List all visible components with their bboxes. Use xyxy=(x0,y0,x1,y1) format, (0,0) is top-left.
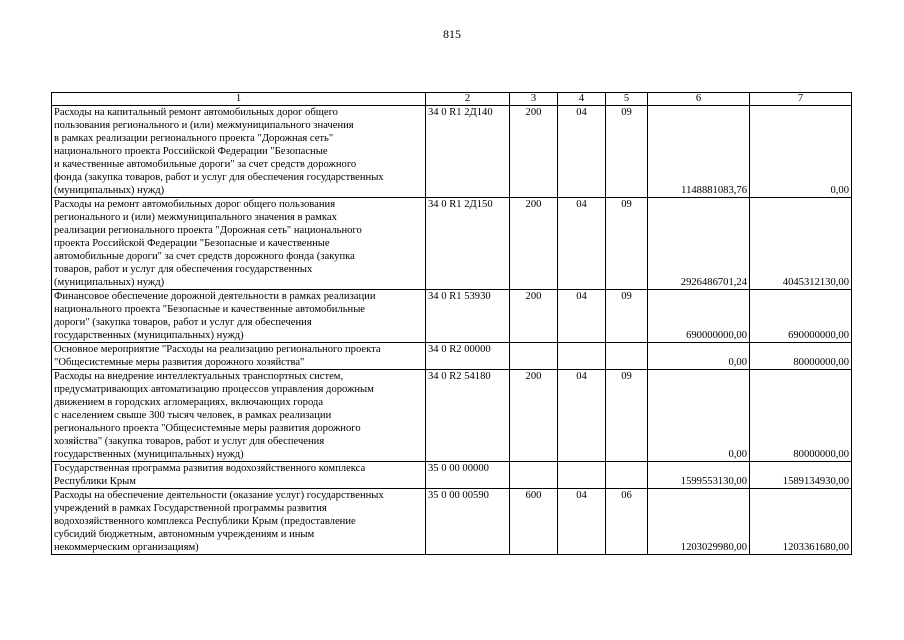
budget-table xyxy=(51,92,852,555)
expense-name-line: учреждений в рамках Государственной программы развития xyxy=(54,503,327,514)
table-row xyxy=(52,489,852,555)
expense-name-line: Государственная программа развития водохозяйственного комплекса xyxy=(54,463,366,474)
expense-name-line: национального проекта "Безопасные и качественные автомобильные xyxy=(54,304,366,315)
expense-name-line: движением в городских агломерациях, включающих города xyxy=(54,397,324,408)
expense-type-code: 200 xyxy=(510,290,558,343)
expense-name-line: "Общесистемные меры развития дорожного хозяйства" xyxy=(54,357,305,368)
amount-col-7: 80000000,00 xyxy=(750,343,852,370)
amount-col-7: 1589134930,00 xyxy=(750,462,852,489)
target-code: 34 0 R1 53930 xyxy=(426,290,510,343)
expense-type-code: 600 xyxy=(510,489,558,555)
expense-name-line: хозяйства" (закупка товаров, работ и услуг для обеспечения xyxy=(54,436,325,447)
amount-col-7: 690000000,00 xyxy=(750,290,852,343)
expense-name-line: (муниципальных) нужд) xyxy=(54,277,165,288)
expense-type-code xyxy=(510,343,558,370)
amount-col-6: 1599553130,00 xyxy=(648,462,750,489)
expense-name-line: Расходы на обеспечение деятельности (оказание услуг) государственных xyxy=(54,490,384,501)
column-header: 2 xyxy=(426,93,510,106)
expense-name-line: Расходы на внедрение интеллектуальных транспортных систем, xyxy=(54,371,344,382)
expense-name-line: дороги" (закупка товаров, работ и услуг для обеспечения xyxy=(54,317,312,328)
target-code: 34 0 R1 2Д150 xyxy=(426,198,510,290)
table-row xyxy=(52,198,852,290)
expense-name-line: государственных (муниципальных) нужд) xyxy=(54,330,244,341)
subsection-code: 09 xyxy=(606,370,648,462)
expense-type-code: 200 xyxy=(510,106,558,198)
section-code: 04 xyxy=(558,370,606,462)
amount-col-6: 0,00 xyxy=(648,370,750,462)
expense-name-line: государственных (муниципальных) нужд) xyxy=(54,449,244,460)
column-header: 5 xyxy=(606,93,648,106)
expense-type-code xyxy=(510,462,558,489)
table-row xyxy=(52,290,852,343)
expense-name xyxy=(52,462,426,489)
column-header: 1 xyxy=(52,93,426,106)
table-row xyxy=(52,462,852,489)
expense-name-line: проекта Российской Федерации "Безопасные и качественные xyxy=(54,238,330,249)
expense-name-line: водохозяйственного комплекса Республики Крым (предоставление xyxy=(54,516,356,527)
expense-name-line: Республики Крым xyxy=(54,476,136,487)
section-code: 04 xyxy=(558,106,606,198)
amount-col-7: 0,00 xyxy=(750,106,852,198)
expense-type-code: 200 xyxy=(510,370,558,462)
expense-name-line: национального проекта Российской Федерации "Безопасные xyxy=(54,146,328,157)
section-code xyxy=(558,343,606,370)
subsection-code xyxy=(606,462,648,489)
amount-col-7: 4045312130,00 xyxy=(750,198,852,290)
table-row xyxy=(52,106,852,198)
expense-name-line: и качественные автомобильные дороги" за счет средств дорожного xyxy=(54,159,357,170)
section-code: 04 xyxy=(558,489,606,555)
target-code: 34 0 R1 2Д140 xyxy=(426,106,510,198)
amount-col-7: 1203361680,00 xyxy=(750,489,852,555)
section-code: 04 xyxy=(558,198,606,290)
column-header: 3 xyxy=(510,93,558,106)
expense-name xyxy=(52,489,426,555)
expense-name-line: регионального и (или) межмуниципального значения в рамках xyxy=(54,212,337,223)
target-code: 34 0 R2 00000 xyxy=(426,343,510,370)
target-code: 35 0 00 00590 xyxy=(426,489,510,555)
column-header: 4 xyxy=(558,93,606,106)
expense-name-line: товаров, работ и услуг для обеспечения государственных xyxy=(54,264,313,275)
amount-col-6: 690000000,00 xyxy=(648,290,750,343)
expense-name-line: пользования регионального и (или) межмуниципального значения xyxy=(54,120,354,131)
expense-name xyxy=(52,106,426,198)
page-number: 815 xyxy=(443,27,461,41)
section-code xyxy=(558,462,606,489)
expense-name xyxy=(52,198,426,290)
expense-name-line: Расходы на ремонт автомобильных дорог общего пользования xyxy=(54,199,336,210)
expense-name xyxy=(52,370,426,462)
expense-name-line: в рамках реализации регионального проекта "Дорожная сеть" xyxy=(54,133,334,144)
expense-name-line: Расходы на капитальный ремонт автомобильных дорог общего xyxy=(54,107,338,118)
expense-name xyxy=(52,343,426,370)
amount-col-6: 0,00 xyxy=(648,343,750,370)
expense-name-line: (муниципальных) нужд) xyxy=(54,185,165,196)
subsection-code: 09 xyxy=(606,290,648,343)
expense-name xyxy=(52,290,426,343)
subsection-code xyxy=(606,343,648,370)
amount-col-7: 80000000,00 xyxy=(750,370,852,462)
column-header: 6 xyxy=(648,93,750,106)
expense-name-line: с населением свыше 300 тысяч человек, в рамках реализации xyxy=(54,410,332,421)
target-code: 35 0 00 00000 xyxy=(426,462,510,489)
table-row xyxy=(52,370,852,462)
subsection-code: 09 xyxy=(606,106,648,198)
table-row xyxy=(52,343,852,370)
expense-name-line: реализации регионального проекта "Дорожная сеть" национального xyxy=(54,225,362,236)
column-header-row xyxy=(52,93,852,106)
expense-name-line: фонда (закупка товаров, работ и услуг для обеспечения государственных xyxy=(54,172,384,183)
expense-name-line: Основное мероприятие "Расходы на реализацию регионального проекта xyxy=(54,344,381,355)
expense-type-code: 200 xyxy=(510,198,558,290)
expense-name-line: Финансовое обеспечение дорожной деятельности в рамках реализации xyxy=(54,291,376,302)
expense-name-line: автомобильные дороги" за счет средств дорожного фонда (закупка xyxy=(54,251,355,262)
amount-col-6: 2926486701,24 xyxy=(648,198,750,290)
column-header: 7 xyxy=(750,93,852,106)
amount-col-6: 1203029980,00 xyxy=(648,489,750,555)
expense-name-line: субсидий бюджетным, автономным учреждениям и иным xyxy=(54,529,315,540)
subsection-code: 06 xyxy=(606,489,648,555)
expense-name-line: некоммерческим организациям) xyxy=(54,542,199,553)
subsection-code: 09 xyxy=(606,198,648,290)
expense-name-line: предусматривающих автоматизацию процессов управления дорожным xyxy=(54,384,374,395)
section-code: 04 xyxy=(558,290,606,343)
amount-col-6: 1148881083,76 xyxy=(648,106,750,198)
target-code: 34 0 R2 54180 xyxy=(426,370,510,462)
expense-name-line: регионального проекта "Общесистемные меры развития дорожного xyxy=(54,423,361,434)
